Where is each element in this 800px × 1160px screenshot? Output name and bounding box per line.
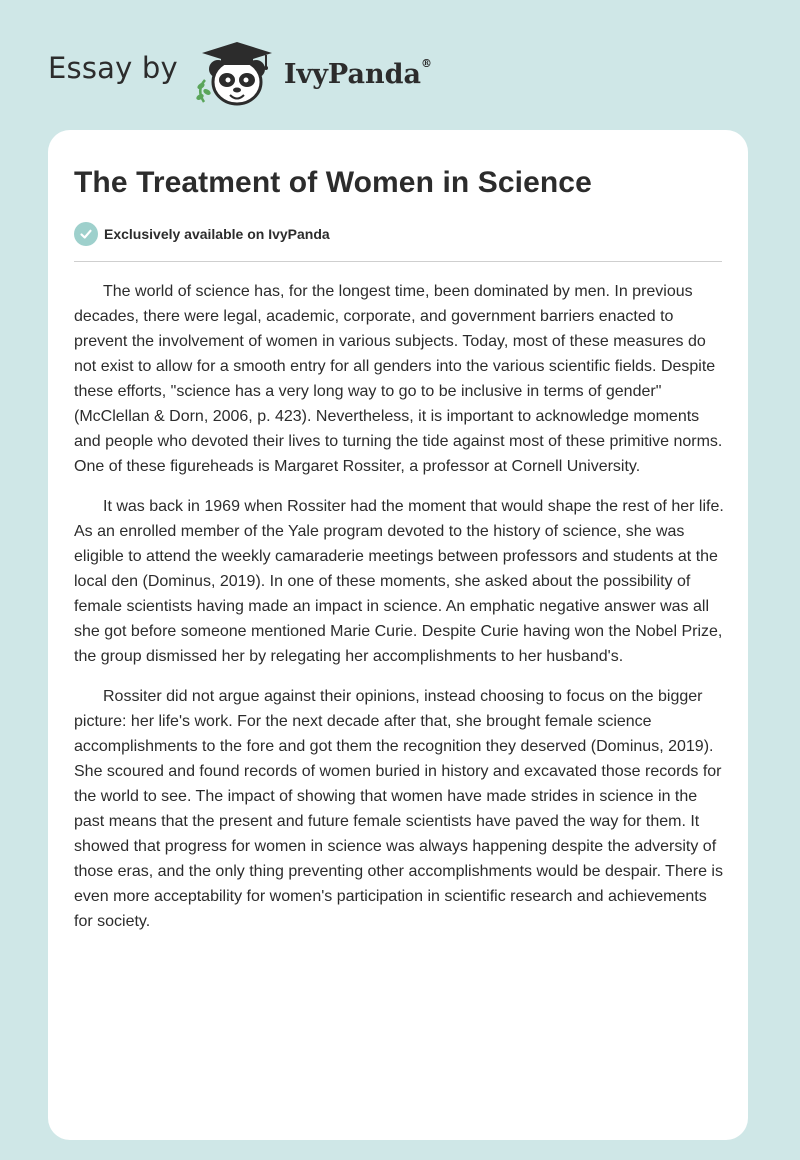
- page-title: The Treatment of Women in Science: [74, 166, 592, 199]
- ivypanda-logo-text[interactable]: [283, 56, 432, 90]
- registered-mark: ®: [420, 56, 432, 70]
- site-header: [48, 36, 432, 108]
- paragraph: The world of science has, for the longest time, been dominated by men. In previous decades, there were legal, academic, corporate, and government barriers enacted to prevent the involvement of women in various subjects. Today, most of these measures do not exist to allow for a smooth entry for all genders into the various scientific fields. Despite these efforts, "science has a very long way to go to be inclusive in terms of gender" (McClellan & Dorn, 2006, p. 423). Nevertheless, it is important to acknowledge moments and people who devoted their lives to turning the tide against most of these primitive norms. One of these figureheads is Margaret Rossiter, a professor at Cornell University.: [74, 283, 723, 475]
- panda-mascot-icon[interactable]: [192, 36, 282, 108]
- essay-card: [48, 130, 748, 1140]
- brand-name: IvyPanda: [283, 58, 421, 90]
- essay-body: [74, 279, 726, 949]
- exclusive-badge: [74, 222, 330, 246]
- exclusive-label: Exclusively available on IvyPanda: [104, 226, 330, 242]
- paragraph: It was back in 1969 when Rossiter had the moment that would shape the rest of her life. As an enrolled member of the Yale program devoted to the history of science, she was eligible to attend the weekly camaraderie meetings between professors and students at the local den (Dominus, 2019). In one of these moments, she asked about the possibility of female scientists having made an impact in science. An emphatic negative answer was all she got before someone mentioned Marie Curie. Despite Curie having won the Nobel Prize, the group dismissed her by relegating her accomplishments to her husband's.: [74, 498, 724, 665]
- check-icon: [74, 222, 98, 246]
- paragraph: Rossiter did not argue against their opinions, instead choosing to focus on the bigger picture: her life's work. For the next decade after that, she brought female science accomplishments to the fore and got them the recognition they deserved (Dominus, 2019). She scoured and found records of women buried in history and excavated those records for the world to see. The impact of showing that women have made strides in science in the past means that the present and future female scientists have paved the way for them. It showed that progress for women in science was always happening despite the adversity of those eras, and the only thing preventing other accomplishments would be despair. There is even more acceptability for women's participation in scientific research and achievements for society.: [74, 688, 723, 930]
- essay-by-label: Essay by: [48, 51, 178, 85]
- divider: [74, 261, 722, 262]
